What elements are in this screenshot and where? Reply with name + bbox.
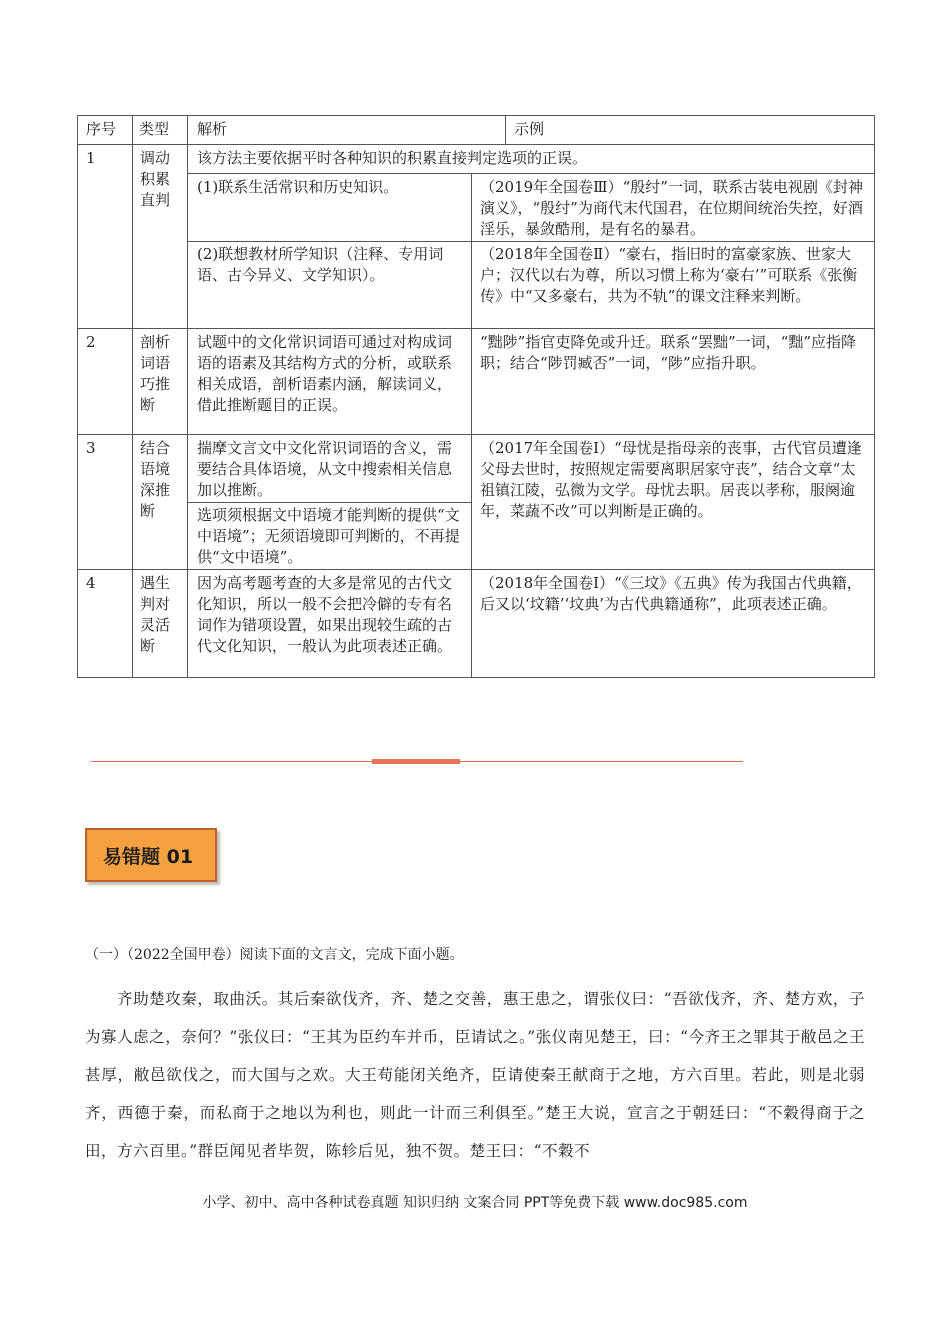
question-intro: （一）（2022全国甲卷）阅读下面的文言文，完成下面小题。 bbox=[85, 947, 464, 963]
row4-num: 4 bbox=[86, 574, 96, 592]
row2-example: “黜陟”指官吏降免或升迁。联系“罢黜”一词，“黜”应指降职；结合“陟罚臧否”一词，“陟”应指升职。 bbox=[480, 333, 857, 372]
row3-example: （2017年全国卷Ⅰ）“母忧是指母亲的丧事，古代官员遭逢父母去世时，按照规定需要离职居家守丧”，结合文章“太祖镇江陵，弘微为文学。母忧去职。居丧以孝称，服阕逾年，菜蔬不改”可以判断是正确的。 bbox=[480, 439, 862, 520]
row2-type: 剖析词语巧推断 bbox=[140, 333, 171, 414]
row1-sub1-method: (1)联系生活常识和历史知识。 bbox=[197, 178, 399, 196]
section-tag: 易错题 01 bbox=[85, 828, 217, 882]
row4-type: 遇生判对灵活断 bbox=[140, 574, 171, 655]
header-type: 类型 bbox=[139, 120, 170, 138]
row1-type: 调动积累直判 bbox=[140, 149, 171, 209]
row1-sub2-example: （2018年全国卷Ⅱ）“豪右，指旧时的富豪家族、世家大户；汉代以右为尊，所以习惯上称为‘豪右’”可联系《张衡传》中“又多豪右，共为不轨”的课文注释来判断。 bbox=[480, 245, 858, 305]
header-analysis: 解析 bbox=[197, 120, 228, 138]
row4-method: 因为高考题考查的大多是常见的古代文化知识，所以一般不会把冷僻的专有名词作为错项设置，如果出现较生疏的古代文化知识，一般认为此项表述正确。 bbox=[197, 574, 453, 655]
section-divider-accent bbox=[372, 759, 460, 764]
row1-num: 1 bbox=[86, 149, 96, 167]
row2-num: 2 bbox=[86, 333, 96, 351]
header-num: 序号 bbox=[86, 120, 117, 138]
row3-num: 3 bbox=[86, 439, 96, 457]
row1-sub2-method: (2)联想教材所学知识（注释、专用词语、古今异义、文学知识）。 bbox=[197, 245, 444, 284]
row3-type: 结合语境深推断 bbox=[140, 439, 171, 520]
header-example: 示例 bbox=[514, 120, 545, 138]
passage-text: 齐助楚攻秦，取曲沃。其后秦欲伐齐，齐、楚之交善，惠王患之，谓张仪曰：“吾欲伐齐，齐、楚方欢，子为寡人虑之，奈何？”张仪曰：“王其为臣约车并币，臣请试之。”张仪南见楚王，曰：“今齐王之罪其于敝邑之王甚厚，敝邑欲伐之，而大国与之欢。大王苟能闭关绝齐，臣请使秦王献商于之地，方六百里。若此，则是北弱齐，西德于秦，而私商于之地以为利也，则此一计而三利俱至。”楚王大说，宣言之于朝廷曰：“不穀得商于之田，方六百里。”群臣闻见者毕贺，陈轸后见，独不贺。楚王曰：“不穀不 bbox=[85, 990, 865, 1160]
footer-text: 小学、初中、高中各种试卷真题 知识归纳 文案合同 PPT等免费下载 www.doc985.com bbox=[202, 1195, 748, 1211]
row3-method1: 揣摩文言文中文化常识词语的含义，需要结合具体语境，从文中搜索相关信息加以推断。 bbox=[197, 439, 453, 499]
row3-method2: 选项须根据文中语境才能判断的提供“文中语境”；无须语境即可判断的，不再提供“文中语境”。 bbox=[197, 506, 460, 566]
row1-sub1-example: （2019年全国卷Ⅲ）“殷纣”一词，联系古装电视剧《封神演义》，“殷纣”为商代末代国君，在位期间统治失控，好酒淫乐，暴敛酷刑，是有名的暴君。 bbox=[480, 178, 863, 238]
row4-example: （2018年全国卷Ⅰ）“《三坟》《五典》传为我国古代典籍，后又以‘坟籍’‘坟典’为古代典籍通称”，此项表述正确。 bbox=[480, 574, 862, 613]
row2-method: 试题中的文化常识词语可通过对构成词语的语素及其结构方式的分析，或联系相关成语，剖析语素内涵，解读词义，借此推断题目的正误。 bbox=[197, 333, 453, 414]
row1-method-intro: 该方法主要依据平时各种知识的积累直接判定选项的正误。 bbox=[197, 149, 588, 167]
